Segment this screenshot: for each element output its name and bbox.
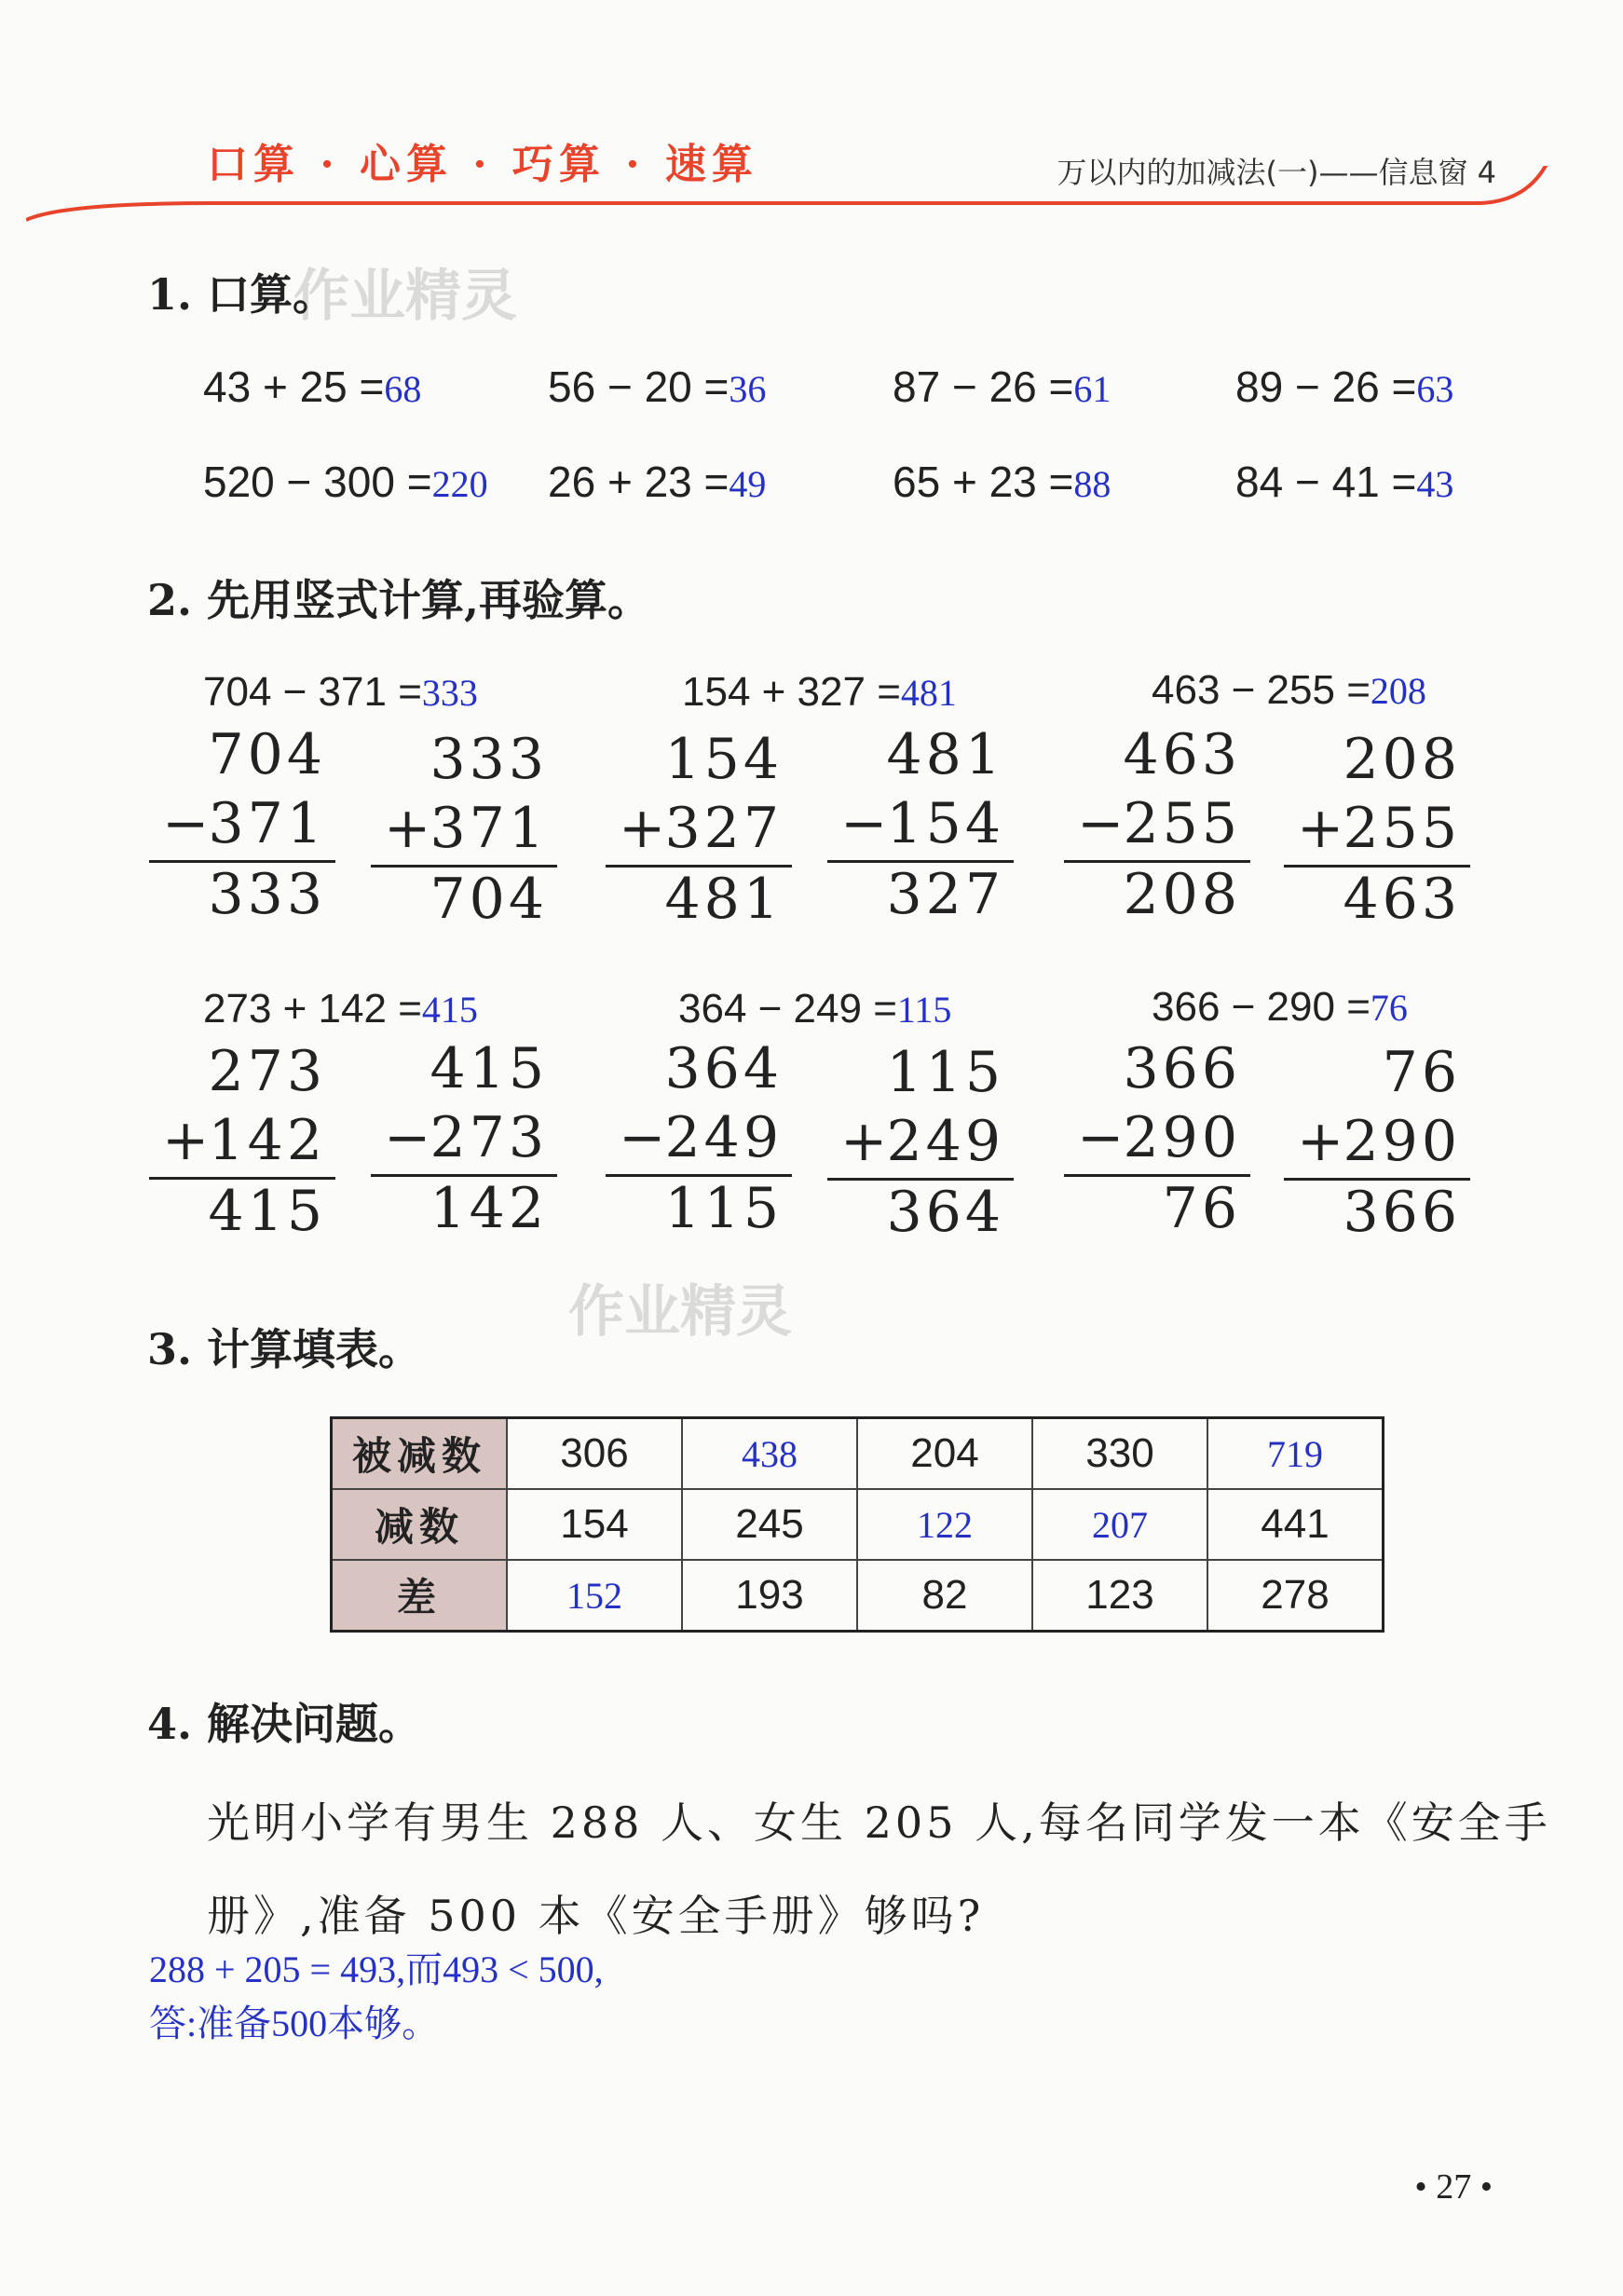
problem-text: 光明小学有男生 288 人、女生 205 人,每名同学发一本《安全手: [207, 1797, 1551, 1848]
table-cell: 193: [682, 1560, 857, 1632]
page-number: • 27 •: [1414, 2167, 1493, 2207]
table-cell-answer: 438: [682, 1418, 857, 1490]
section1-title: 1. 口算。: [147, 269, 336, 320]
answer: 208: [1370, 670, 1426, 712]
answer: 36: [729, 368, 767, 410]
table-cell: 441: [1207, 1489, 1384, 1560]
oral-item: 26 + 23 =49: [548, 458, 767, 506]
answer: 115: [896, 989, 952, 1031]
table-row: [332, 1560, 1384, 1632]
section2-title: 2. 先用竖式计算,再验算。: [147, 575, 651, 625]
oral-item: 89 − 26 =63: [1235, 362, 1454, 411]
answer: 61: [1073, 368, 1112, 410]
header-title-left: 口算 · 心算 · 巧算 · 速算: [207, 141, 758, 188]
problem-text: 册》,准备 500 本《安全手册》够吗?: [207, 1891, 985, 1941]
vertical-problem: 154 + 327 =481: [682, 669, 957, 715]
table-cell-answer: 207: [1032, 1489, 1207, 1560]
row-label: 被减数: [332, 1418, 508, 1490]
row-label: 减数: [332, 1489, 508, 1560]
table-row: [332, 1418, 1384, 1490]
table-cell-answer: 152: [507, 1560, 682, 1632]
oral-item: 65 + 23 =88: [893, 458, 1112, 506]
table-cell: 306: [507, 1418, 682, 1490]
answer: 63: [1416, 368, 1454, 410]
oral-item: 84 − 41 =43: [1235, 458, 1454, 506]
table-cell-answer: 719: [1207, 1418, 1384, 1490]
oral-item: 87 − 26 =61: [893, 362, 1112, 411]
vertical-problem: 704 − 371 =333: [203, 669, 478, 715]
table-cell: 245: [682, 1489, 857, 1560]
answer: 68: [384, 368, 422, 410]
oral-item: 520 − 300 =220: [203, 458, 488, 506]
header-title-right: 万以内的加减法(一)——信息窗 4: [1057, 155, 1496, 190]
watermark: 作业精灵: [293, 264, 517, 329]
row-label: 差: [332, 1560, 508, 1632]
answer: 43: [1416, 463, 1454, 505]
vertical-problem: 366 − 290 =76: [1152, 984, 1408, 1030]
table-cell: 278: [1207, 1560, 1384, 1632]
answer: 220: [431, 463, 488, 505]
answer: 88: [1073, 463, 1112, 505]
table-cell: 82: [857, 1560, 1032, 1632]
header-divider: [26, 166, 1582, 231]
section3-title: 3. 计算填表。: [147, 1324, 422, 1374]
table-cell: 204: [857, 1418, 1032, 1490]
vertical-problem: 364 − 249 =115: [678, 986, 952, 1032]
answer: 76: [1370, 987, 1408, 1029]
answer: 333: [421, 672, 478, 714]
answer: 49: [729, 463, 767, 505]
table-cell: 123: [1032, 1560, 1207, 1632]
subtraction-table: [330, 1416, 1384, 1633]
section4-title: 4. 解决问题。: [147, 1699, 422, 1749]
oral-item: 56 − 20 =36: [548, 362, 767, 411]
table-cell-answer: 122: [857, 1489, 1032, 1560]
vertical-problem: 273 + 142 =415: [203, 986, 478, 1032]
table-cell: 330: [1032, 1418, 1207, 1490]
oral-item: 43 + 25 =68: [203, 362, 422, 411]
table-row: [332, 1489, 1384, 1560]
table-cell: 154: [507, 1489, 682, 1560]
solution-answer: 答:准备500本够。: [149, 2002, 440, 2044]
answer: 481: [900, 672, 957, 714]
watermark: 作业精灵: [568, 1279, 792, 1345]
answer: 415: [421, 989, 478, 1031]
vertical-problem: 463 − 255 =208: [1152, 667, 1426, 713]
solution-text: 288 + 205 = 493,而493 < 500,: [149, 1948, 604, 1990]
